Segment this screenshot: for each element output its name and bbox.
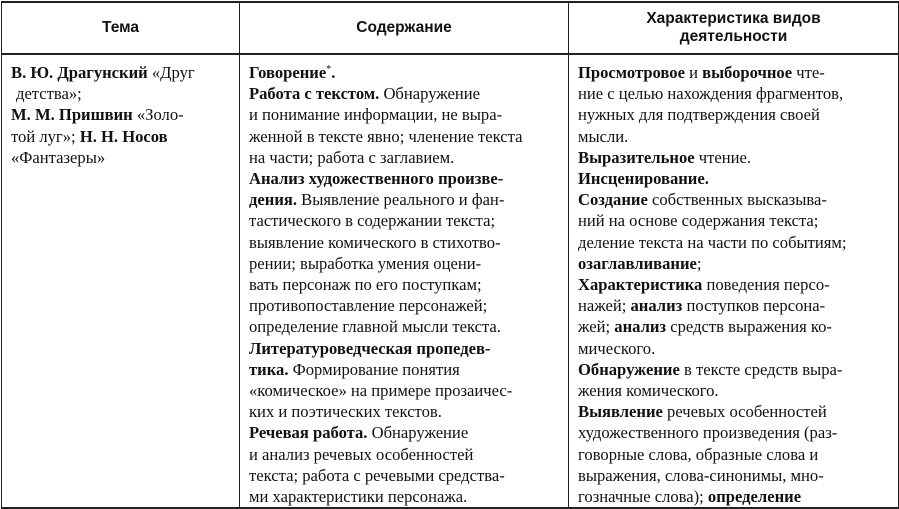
text-line (578, 147, 892, 168)
text-line (249, 126, 562, 147)
bold-text: В. Ю. Драгунский (11, 63, 148, 82)
literature-topics-table (1, 1, 899, 509)
text: Выявление реального и фан- (297, 190, 505, 210)
text-line (249, 253, 562, 274)
text: вать персонаж по его поступкам; (249, 275, 482, 295)
text-line (249, 210, 562, 231)
text: «комическое» на примере прозаичес- (249, 381, 513, 401)
text: нажей; (578, 296, 631, 316)
text: говорные слова, образные слова и (578, 444, 819, 464)
header-activity-line: деятельности (679, 28, 788, 45)
text: поступков персона- (682, 296, 826, 316)
bold-text: определение (707, 487, 802, 507)
text: Формирование понятия (288, 359, 460, 379)
text-line (11, 104, 233, 125)
text-line (249, 147, 562, 168)
bold-text: выборочное (702, 63, 793, 82)
bold-text: озаглавливание (578, 253, 697, 273)
text-line (578, 83, 892, 104)
text: ; (696, 253, 702, 273)
bold-text: М. М. Пришвин (11, 105, 133, 125)
text: Обнаружение (379, 84, 481, 104)
text-line (578, 401, 892, 422)
text-line (578, 126, 892, 147)
text: определение главной мысли текста. (249, 317, 501, 337)
text: Обнаружение (367, 423, 469, 443)
text-line (578, 168, 892, 189)
text: и понимание информации, не выра- (249, 105, 503, 125)
text: выявление комического в стихотво- (249, 232, 501, 252)
text-line (249, 189, 562, 210)
text-line (249, 338, 562, 359)
text-line (578, 316, 892, 337)
text: деление текста на части по событиям; (578, 232, 847, 252)
text-line (578, 274, 892, 295)
text-line (249, 274, 562, 295)
bold-text: тика. (249, 359, 289, 379)
text-line (249, 444, 562, 465)
bold-text: дения. (249, 190, 298, 210)
table-row (2, 54, 899, 508)
text-line (578, 465, 892, 486)
text-line (11, 147, 233, 168)
text-line (578, 359, 892, 380)
text-line (578, 422, 892, 443)
text: речевых особенностей (662, 402, 827, 422)
content-cell (240, 54, 569, 508)
header-activity (569, 2, 899, 54)
bold-text: анализ (614, 317, 667, 337)
text-line (249, 83, 562, 104)
header-theme: Тема (2, 2, 240, 54)
text: и анализ речевых особенностей (249, 444, 474, 464)
text: гозначные слова); (578, 487, 708, 507)
text: жей; (578, 317, 615, 337)
text: рении; выработка умения оцени- (249, 253, 482, 273)
text: нужных для подтверждения своей (578, 105, 820, 125)
text: «Золо- (132, 105, 184, 125)
text-line (578, 295, 892, 316)
text-line (249, 486, 562, 507)
text-line (249, 168, 562, 189)
text: и (684, 63, 703, 82)
bold-text: Анализ художественного произве- (249, 169, 504, 189)
bold-text: Речевая работа. (249, 423, 368, 443)
text-line (249, 359, 562, 380)
text: чтение. (694, 147, 751, 167)
text: * (326, 64, 332, 75)
bold-text: Выразительное (578, 147, 695, 167)
bold-text: Литературоведческая пропедев- (249, 338, 491, 358)
bold-text: Н. Н. Носов (79, 126, 168, 146)
text-line (249, 401, 562, 422)
header-row (2, 2, 899, 54)
text-line (11, 62, 233, 83)
text-line (249, 62, 562, 83)
text-line (249, 465, 562, 486)
text: чте- (792, 63, 825, 82)
bold-text: Создание (578, 190, 648, 210)
text-line (578, 210, 892, 231)
text: в тексте средств выра- (679, 359, 843, 379)
header-activity-line: Характеристика видов (646, 10, 821, 27)
bold-text: Обнаружение (578, 359, 680, 379)
text-line (249, 232, 562, 253)
activity-cell (569, 54, 899, 508)
text: «Друг (147, 63, 195, 82)
text: ми характеристики персонажа. (249, 487, 468, 507)
text-line (578, 104, 892, 125)
theme-cell (2, 54, 240, 508)
text: жения комического. (578, 381, 719, 401)
text-line (249, 422, 562, 443)
text: мысли. (578, 126, 629, 146)
header-content: Содержание (240, 2, 569, 54)
text: собственных высказыва- (647, 190, 827, 210)
text: поведения персо- (702, 275, 830, 295)
text: детства»; (16, 84, 82, 104)
text-line (578, 380, 892, 401)
text-line (249, 316, 562, 337)
bold-text: . (331, 63, 336, 82)
text-line (578, 253, 892, 274)
text-line (578, 189, 892, 210)
bold-text: Инсценирование. (578, 169, 709, 189)
text: средств выражения ко- (666, 317, 832, 337)
text: противопоставление персонажей; (249, 296, 488, 316)
text: текста; работа с речевыми средства- (249, 465, 505, 485)
bold-text: Выявление (578, 402, 663, 422)
text-line (578, 232, 892, 253)
text: ний на основе содержания текста; (578, 211, 819, 231)
text: той луг»; (11, 126, 80, 146)
text-line (578, 444, 892, 465)
text-line (11, 126, 233, 147)
text-line (249, 104, 562, 125)
bold-text: Просмотровое (578, 63, 685, 82)
bold-text: Говорение (249, 63, 327, 82)
text: тастического в содержании текста; (249, 211, 496, 231)
bold-text: Характеристика (578, 275, 703, 295)
text: мического. (578, 338, 656, 358)
bold-text: анализ (630, 296, 683, 316)
text-line (249, 380, 562, 401)
text-line (578, 62, 892, 83)
text: на части; работа с заглавием. (249, 147, 455, 167)
bold-text: Работа с текстом. (249, 84, 380, 104)
text: «Фантазеры» (11, 147, 106, 167)
text: выражения, слова-синонимы, мно- (578, 465, 824, 485)
text-line (11, 83, 233, 104)
text-line (249, 295, 562, 316)
text: художественного произведения (раз- (578, 423, 838, 443)
text: ние с целью нахождения фрагментов, (578, 84, 844, 104)
text-line (578, 338, 892, 359)
text: женной в тексте явно; членение текста (249, 126, 523, 146)
text: ких и поэтических текстов. (249, 402, 442, 422)
text-line (578, 486, 892, 507)
